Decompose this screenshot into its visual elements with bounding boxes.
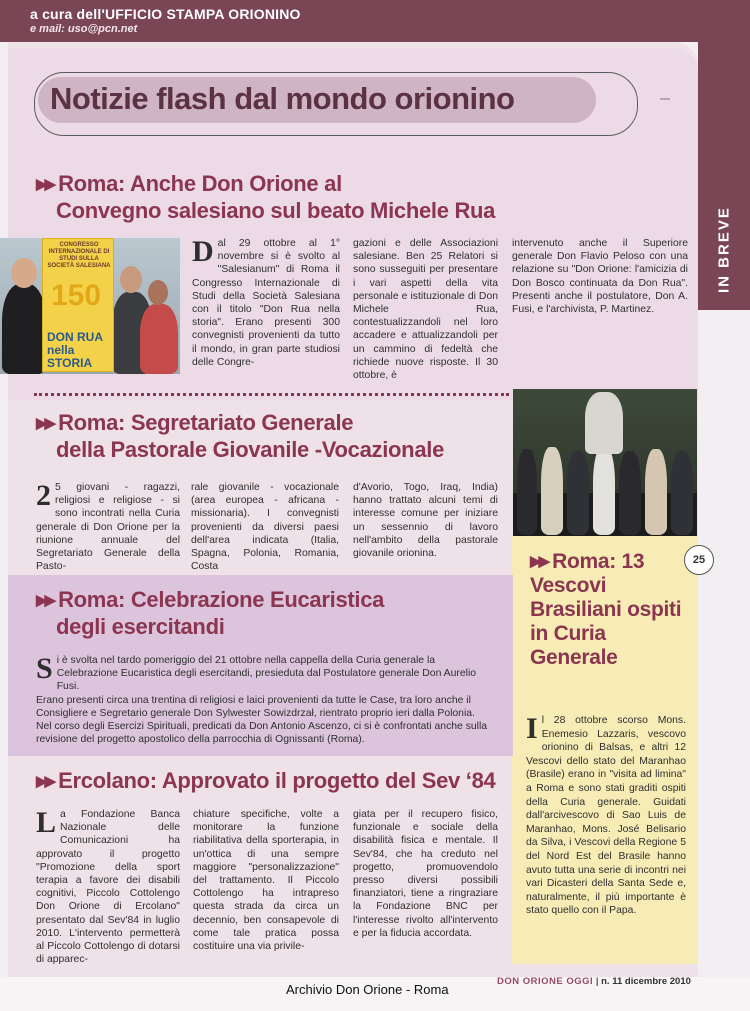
article-4-col-1: La Fondazione Banca Nazionale delle Comunicazioni ha approvato il progetto "Promozione della sport terapia a favore dei disabili cognitivi, Piccolo Cottolengo Don Orione di Ercolano" presentato dal Sev'84 in luglio 2010. L'intervento permetterà al Piccolo Cottolengo di dotarsi di apparec-	[36, 806, 180, 966]
dotted-divider	[34, 393, 509, 396]
article-1-col-1: Dal 29 ottobre al 1° novembre si è svolto al "Salesianum" di Roma il Congresso Internazionale di Studi della Società Salesiana con il titolo "Don Rua nella storia". Erano presenti 300 convegnisti provenienti da tutto il mondo, in gran parte studiosi delle Congre-	[192, 235, 340, 368]
statue	[585, 392, 623, 454]
article-1-title: ▶▶ Roma: Anche Don Orione al Convegno salesiano sul beato Michele Rua	[36, 171, 496, 223]
article-4-col-3: giata per il recupero fisico, funzionale e sociale della disabilità fisica e mentale. Il Sev'84, che ha creduto nel progetto, promuovendolo presso diversi possibili finanziatori, tiene a ringraziare la Fondazione BNC per l'interesse rivolto all'intervento e per la fiducia accordata.	[353, 809, 498, 939]
article-3-text: Si è svolta nel tardo pomeriggio del 21 ottobre nella cappella della Curia generale la Celebrazione Eucaristica degli esercitandi, presieduta dal Postulatore generale Don Aurelio Fusi. Erano presenti circa una trentina di religiosi e laici provenienti da tutte le Case, tra loro anche il Consigliere e Segretario generale Don Sylwester Sowizdrzał, rientrato proprio ieri dalla Polonia. Nel corso degli Esercizi Spirituali, predicati da Don Antonio Ascenzo, ci si è confrontati anche sulla revisione del progetto apostolico della parrocchia di Ognissanti (Roma).	[36, 652, 488, 746]
article-2-col-3: d'Avorio, Togo, Iraq, India) hanno trattato alcuni temi di interesse comune per iniziare un sessennio di lavoro nell'ambito della pastorale giovanile orionina.	[353, 482, 498, 560]
header-email: e mail: uso@pcn.net	[30, 23, 138, 35]
article-2-title: ▶▶ Roma: Segretariato Generale della Pastorale Giovanile -Vocazionale	[36, 410, 445, 462]
header-bar	[0, 0, 750, 42]
congress-poster: CONGRESSO INTERNAZIONALE DI STUDI SULLA SOCIETÀ SALESIANA 150 DON RUA nella STORIA	[42, 238, 114, 372]
article-1-col-3: intervenuto anche il Superiore generale Don Flavio Peloso con una relazione su "Don Orione: l'amicizia di Don Bosco continuata da Don Rua". Presenti anche il postulatore, Don A. Fusi, e l'archivista, P. Martinez.	[512, 238, 688, 316]
article-1-col-2: gazioni e delle Associazioni salesiane. Ben 25 Relatori si sono susseguiti per presentare i vari aspetti della vita personale e istituzionale di Don Michele Rua, contestualizzandoli nel loro accadere e attualizzandoli per un cammino di fedeltà che richiede nuove risposte. Il 30 ottobre, è	[353, 238, 498, 382]
article-4-col-2: chiature specifiche, volte a monitorare la funzione riabilitativa della sporterapia, in un'ottica di una sempre maggiore "personalizzazione" del trattamento. Il Piccolo Cottolengo ha intrapreso questa strada da circa un decennio, ben consapevole di come tale pratica possa costituire una via privile-	[193, 809, 339, 953]
sidebar-title: ▶▶ Roma: 13 Vescovi Brasiliani ospiti in Curia Generale	[530, 550, 682, 669]
article-3-title: ▶▶ Roma: Celebrazione Eucaristica degli esercitandi	[36, 587, 385, 639]
header-office: a cura dell'UFFICIO STAMPA ORIONINO	[30, 6, 301, 22]
article-2-col-2: rale giovanile - vocazionale (area europea - africana - missionaria). I convegnisti provenienti da diversi paesi dell'area indicata (Italia, Spagna, Polonia, Romania, Costa	[191, 482, 339, 573]
article-2-col-1: 2 5 giovani - ragazzi, religiosi e religiose - si sono incontrati nella Curia generale di Don Orione per la riunione annuale del Segretariato Generale della Pasto-	[36, 479, 180, 573]
banner-dash	[660, 98, 670, 100]
sidebar-text: Il 28 ottobre scorso Mons. Enemesio Lazzaris, vescovo orionino di Balsas, e altri 12 Vescovi dello stato del Maranhao (Brasile) erano in "visita ad limina" a Roma e sono stati graditi ospiti della Curia generale. Guidati dall'arcivescovo di Sao Luis de Maranhao, Mons. José Belisario da Silva, i Vescovi della Regione 5 del Nord Est del Brasile hanno avuto tutta una serie di incontri nei vari Dicasteri della Santa Sede e, naturalmente, il più importante è stato quello con il Papa.	[526, 712, 686, 917]
archive-credit: Archivio Don Orione - Roma	[286, 982, 449, 997]
arrow-icon: ▶▶	[36, 176, 54, 193]
side-tab-in-breve: IN BREVE	[715, 206, 733, 294]
article-4-title: ▶▶ Ercolano: Approvato il progetto del Sev ‘84	[36, 768, 496, 793]
page-number: 25	[684, 545, 714, 575]
page-title: Notizie flash dal mondo orionino	[50, 81, 515, 116]
magazine-issue: DON ORIONE OGGI | n. 11 dicembre 2010	[497, 976, 691, 987]
